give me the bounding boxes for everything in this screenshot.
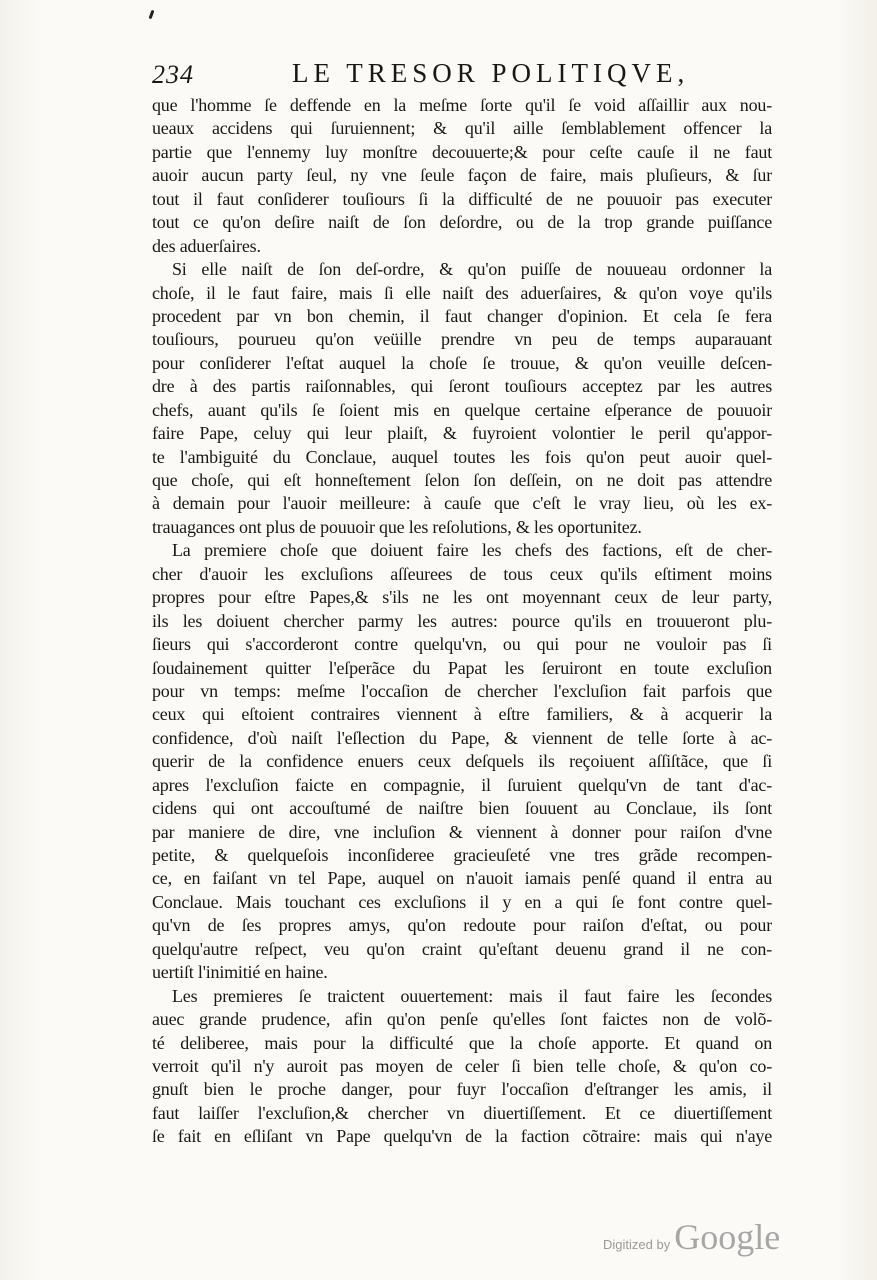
- text-line: propres pour eſtre Papes,& s'ils ne les ont moyennant ceux de leur party,: [152, 587, 772, 608]
- text-line: cidens qui ont accouſtumé de naiſtre bien ſouuent au Conclaue, ils ſont: [152, 798, 772, 819]
- text-line: querir de la confidence enuers ceux deſquels ils reçoiuent aſſiſtãce, que ſi: [152, 751, 772, 772]
- digitized-watermark: [603, 1218, 780, 1258]
- text-line: quelqu'autre reſpect, veu qu'on craint qu'eſtant deuenu grand il ne con-: [152, 938, 772, 959]
- text-line: qu'vn de ſes propres amys, qu'on redoute pour raiſon d'eſtat, ou pour: [152, 915, 772, 936]
- text-line: ceux qui eſtoient contraires viennent à eſtre familiers, & à acquerir la: [152, 704, 772, 725]
- text-line: dre à des partis raiſonnables, qui ſeront touſiours acceptez par les autres: [152, 376, 772, 397]
- text-line: tout ce qu'on deſire naiſt de ſon deſordre, ou de la trop grande puiſſance: [152, 212, 772, 233]
- text-line: pour conſiderer l'eſtat auquel la choſe ſe trouue, & qu'on veuille deſcen-: [152, 352, 772, 373]
- running-title: LE TRESOR POLITIQVE,: [292, 58, 690, 88]
- text-line: uertiſt l'inimitié en haine.: [152, 962, 328, 983]
- text-line: trauagances ont plus de pouuoir que les reſolutions, & les oportunitez.: [152, 516, 642, 537]
- text-line: faut laiſſer l'excluſion,& chercher vn diuertiſſement. Et ce diuertiſſement: [152, 1102, 772, 1123]
- paragraph-start-line: Si elle naiſt de ſon deſ-ordre, & qu'on puiſſe de nouueau ordonner la: [172, 259, 772, 280]
- text-line: que l'homme ſe deffende en la meſme ſorte qu'il ſe void aſſaillir aux nou-: [152, 95, 772, 115]
- text-line: des aduerſaires.: [152, 235, 261, 256]
- text-line: verroit qu'il n'y auroit pas moyen de celer ſi bien telle choſe, & qu'on co-: [152, 1055, 772, 1076]
- text-line: ce, en faiſant vn tel Pape, auquel on n'auoit iamais penſé quand il entra au: [152, 868, 772, 889]
- text-line: auoir aucun party ſeul, ny vne ſeule façon de faire, mais pluſieurs, & ſur: [152, 165, 772, 186]
- text-line: à demain pour l'auoir meilleure: à cauſe que c'eſt le vray lieu, où les ex-: [152, 493, 772, 514]
- text-line: Conclaue. Mais touchant ces excluſions il y en a qui ſe font contre quel-: [152, 891, 772, 912]
- text-line: ſe fait en eſliſant vn Pape quelqu'vn de la faction cõtraire: mais qui n'aye: [152, 1126, 772, 1147]
- text-line: par maniere de dire, vne incluſion & viennent à donner pour raiſon d'vne: [152, 821, 772, 842]
- text-line: cher d'auoir les excluſions aſſeurees de tous ceux qu'ils eſtiment moins: [152, 563, 772, 584]
- text-line: choſe, il le faut faire, mais ſi elle naiſt des aduerſaires, & qu'on voye qu'ils: [152, 282, 772, 303]
- page-number: 234: [152, 60, 194, 89]
- text-line: té deliberee, mais pour la difficulté que la choſe apporte. Et quand on: [152, 1032, 772, 1053]
- text-line: ueaux accidens qui ſuruiennent; & qu'il aille ſemblablement offencer la: [152, 118, 772, 139]
- digitized-by-label: Digitized by: [603, 1237, 671, 1252]
- text-line: gnuſt bien le proche danger, pour fuyr l'occaſion d'eſtranger les amis, il: [152, 1079, 772, 1100]
- text-line: te l'ambiguité du Conclaue, auquel toutes les fois qu'on peut auoir quel-: [152, 446, 772, 467]
- text-line: auec grande prudence, afin qu'on penſe qu'elles ſont faictes non de volõ-: [152, 1009, 772, 1030]
- text-line: que choſe, qui eſt honneſtement ſelon ſon deſſein, on ne doit pas attendre: [152, 470, 772, 490]
- text-line: partie que l'ennemy luy monſtre decouuerte;& pour ceſte cauſe il ne faut: [152, 141, 772, 162]
- text-line: faire Pape, celuy qui leur plaiſt, & fuyroient volontier le peril qu'appor-: [152, 423, 772, 444]
- paragraph-start-line: La premiere choſe que doiuent faire les chefs des factions, eſt de cher-: [172, 540, 772, 561]
- ink-speck: [149, 10, 155, 19]
- text-line: touſiours, pourueu qu'on veüille prendre vn peu de temps auparauant: [152, 329, 772, 350]
- text-line: ſoudainement quitter l'eſperãce du Papat les ſeruiront en toute excluſion: [152, 657, 772, 678]
- text-line: ils les doiuent chercher parmy les autres: pource qu'ils en trouueront plu-: [152, 610, 772, 631]
- text-line: chefs, auant qu'ils ſe ſoient mis en quelque certaine eſperance de pouuoir: [152, 399, 772, 420]
- text-line: petite, & quelqueſois inconſideree gracieuſeté vne tres grãde recompen-: [152, 845, 772, 865]
- text-line: procedent par vn bon chemin, il faut changer d'opinion. Et cela ſe fera: [152, 305, 772, 326]
- page-header: [152, 58, 772, 92]
- text-line: ſieurs qui s'accorderont contre quelqu'vn, ou qui pour ne vouloir pas ſi: [152, 634, 772, 655]
- paragraph-start-line: Les premieres ſe traictent ouuertement: mais il faut faire les ſecondes: [172, 985, 772, 1006]
- text-line: pour vn temps: meſme l'occaſion de chercher l'excluſion fait parfois que: [152, 680, 772, 701]
- body-text: [152, 94, 772, 1149]
- text-line: confidence, d'où naiſt l'eſlection du Pape, & viennent de telle ſorte à ac-: [152, 727, 772, 748]
- text-line: apres l'excluſion faicte en compagnie, il ſuruient quelqu'vn de tant d'ac-: [152, 774, 772, 795]
- text-line: tout il faut conſiderer touſiours ſi la difficulté de ne pouuoir pas executer: [152, 188, 772, 209]
- google-logo: Google: [674, 1217, 781, 1257]
